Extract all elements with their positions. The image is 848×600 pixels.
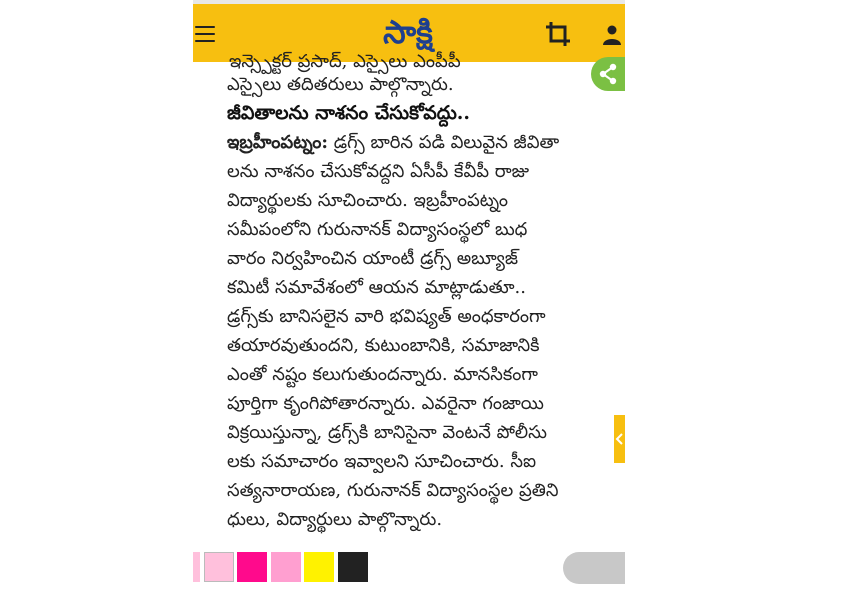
user-profile-icon[interactable] — [603, 25, 621, 45]
article-line: పూర్తిగా కృంగిపోతారన్నారు. ఎవరైనా గంజాయి — [227, 393, 544, 414]
article-line: వారం నిర్వహించిన యాంటీ డ్రగ్స్ అబ్యూజ్ — [227, 248, 519, 269]
swatch-partial[interactable] — [193, 552, 200, 582]
article-line: సత్యనారాయణ, గురునానక్ విద్యాసంస్థల ప్రతిని — [227, 480, 559, 501]
article-line: ధులు, విద్యార్థులు పాల్గొన్నారు. — [227, 509, 443, 530]
swatch-pink[interactable] — [271, 552, 301, 582]
dateline: ఇబ్రహీంపట్నం: — [227, 132, 329, 153]
article-line — [227, 130, 589, 156]
article-line: లను నాశనం చేసుకోవద్దని ఏసీపీ కేవీపీ రాజు — [227, 161, 530, 182]
article-line: కమిటీ సమావేశంలో ఆయన మాట్లాడుతూ.. — [227, 277, 526, 298]
article-line: సమీపంలోని గురునానక్ విద్యాసంస్థలో బుధ — [227, 219, 528, 240]
site-logo[interactable]: సాక్షి — [383, 13, 433, 51]
phone-viewport — [193, 0, 625, 600]
side-panel-tab[interactable] — [614, 415, 625, 463]
article-line: తయారవుతుందని, కుటుంబానికి, సమాజానికి — [227, 335, 540, 356]
crop-icon[interactable] — [545, 21, 571, 47]
hamburger-menu-icon[interactable] — [195, 26, 215, 42]
swatch-magenta[interactable] — [237, 552, 267, 582]
share-icon — [591, 57, 625, 91]
article-line-text: డ్రగ్స్ బారిన పడి విలువైన జీవితా — [328, 132, 560, 153]
article-subheading: జీవితాలను నాశనం చేసుకోవద్దు.. — [227, 102, 471, 124]
swatch-yellow[interactable] — [304, 552, 334, 582]
article-line: లకు సమాచారం ఇవ్వాలని సూచించారు. సీఐ — [227, 451, 537, 472]
toggle-switch[interactable] — [563, 552, 625, 584]
swatch-light-pink[interactable] — [204, 552, 234, 582]
chevron-left-icon — [614, 415, 625, 463]
article-line: ఎస్సైలు తదితరులు పాల్గొన్నారు. — [227, 74, 454, 95]
share-button[interactable] — [591, 57, 625, 91]
article-partial-line: ఇన్స్పెక్టర్ ప్రసాద్, ఎస్సైలు ఎంపీపీ — [229, 51, 461, 72]
article-line: విక్రయిస్తున్నా, డ్రగ్స్‌కి బానిసైనా వెంటనే పోలీసు — [227, 422, 547, 443]
article-line: ఎంతో నష్టం కలుగుతుందన్నారు. మానసికంగా — [227, 364, 538, 385]
swatch-black[interactable] — [338, 552, 368, 582]
article-body — [193, 51, 625, 532]
article-line: డ్రగ్స్‌కు బానిసలైన వారి భవిష్యత్ అంధకారంగా — [227, 306, 546, 327]
article-line: విద్యార్థులకు సూచించారు. ఇబ్రహీంపట్నం — [227, 190, 508, 211]
